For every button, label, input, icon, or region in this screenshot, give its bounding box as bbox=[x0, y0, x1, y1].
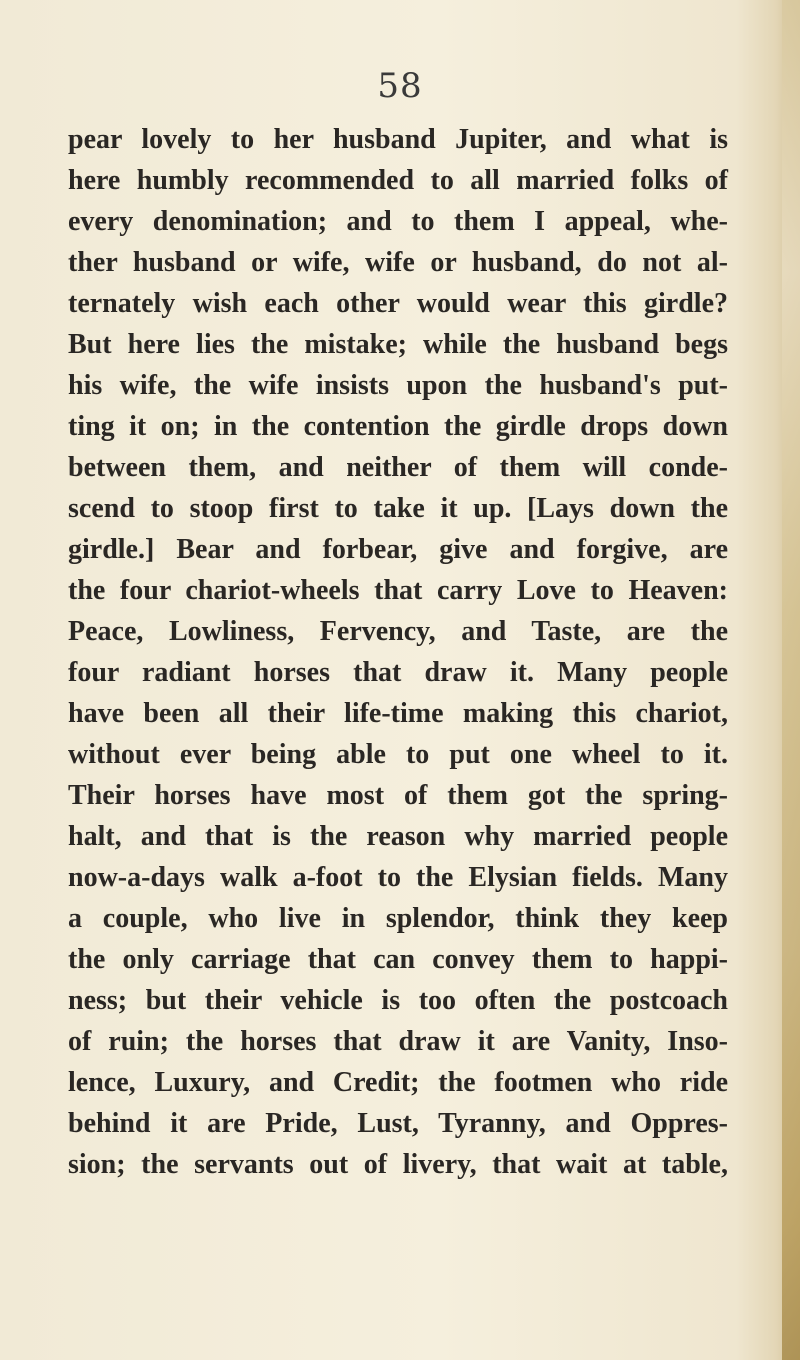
text-line: ternately wish each other would wear this girdle? bbox=[68, 288, 728, 319]
page-number: 58 bbox=[377, 66, 423, 106]
text-line: sion; the servants out of livery, that wait at table, bbox=[68, 1149, 728, 1180]
text-line: without ever being able to put one wheel to it. bbox=[68, 739, 728, 770]
text-line: the four chariot-wheels that carry Love to Heaven: bbox=[68, 575, 728, 606]
text-line: halt, and that is the reason why married people bbox=[68, 821, 728, 852]
text-line: the only carriage that can convey them to happi- bbox=[68, 944, 728, 975]
text-line: every denomination; and to them I appeal, whe- bbox=[68, 206, 728, 237]
text-line: scend to stoop first to take it up. [Lays down the bbox=[68, 493, 728, 524]
text-line: have been all their life-time making this chariot, bbox=[68, 698, 728, 729]
text-line: lence, Luxury, and Credit; the footmen who ride bbox=[68, 1067, 728, 1098]
text-line: ness; but their vehicle is too often the postcoach bbox=[68, 985, 728, 1016]
text-line: now-a-days walk a-foot to the Elysian fields. Many bbox=[68, 862, 728, 893]
text-line: Peace, Lowliness, Fervency, and Taste, are the bbox=[68, 616, 728, 647]
text-line: ting it on; in the contention the girdle drops down bbox=[68, 411, 728, 442]
body-text bbox=[68, 119, 728, 1185]
text-line: Their horses have most of them got the spring- bbox=[68, 780, 728, 811]
text-line: four radiant horses that draw it. Many people bbox=[68, 657, 728, 688]
text-line: girdle.] Bear and forbear, give and forgive, are bbox=[68, 534, 728, 565]
text-line: behind it are Pride, Lust, Tyranny, and Oppres- bbox=[68, 1108, 728, 1139]
page-edge-stain bbox=[782, 0, 800, 1360]
text-line: of ruin; the horses that draw it are Vanity, Inso- bbox=[68, 1026, 728, 1057]
text-line: here humbly recommended to all married folks of bbox=[68, 165, 728, 196]
text-line: But here lies the mistake; while the husband begs bbox=[68, 329, 728, 360]
text-line: ther husband or wife, wife or husband, do not al- bbox=[68, 247, 728, 278]
text-line: his wife, the wife insists upon the husband's put- bbox=[68, 370, 728, 401]
text-line: a couple, who live in splendor, think they keep bbox=[68, 903, 728, 934]
text-line: pear lovely to her husband Jupiter, and what is bbox=[68, 124, 728, 155]
text-line: between them, and neither of them will conde- bbox=[68, 452, 728, 483]
